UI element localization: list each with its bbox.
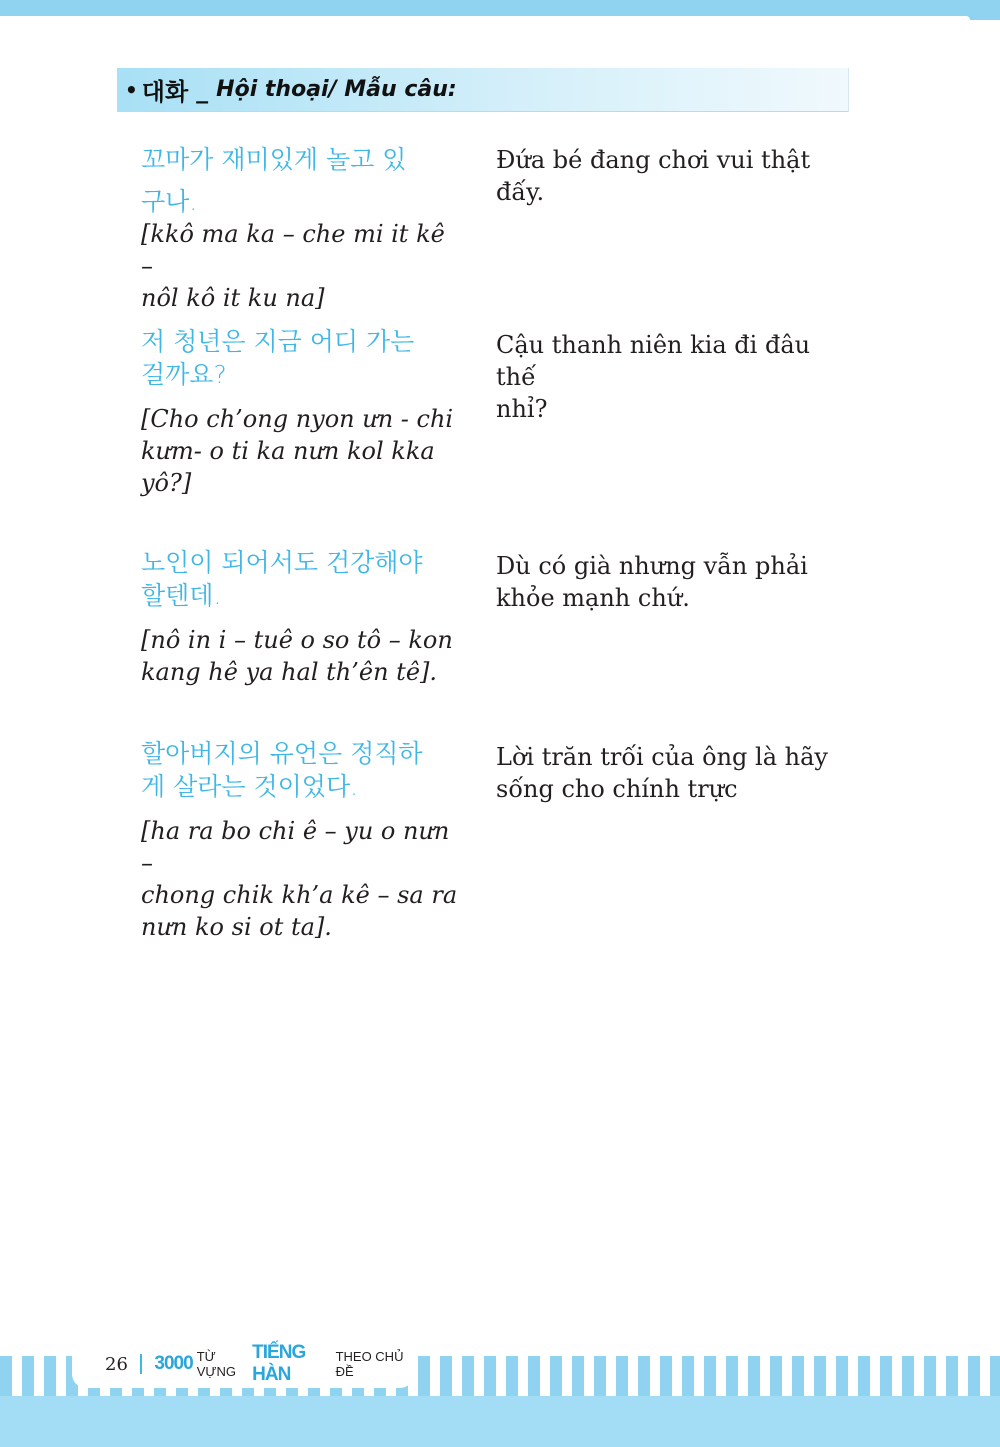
- romanization-line: chong chik kh’a kê – sa ra: [141, 881, 458, 909]
- romanization-line: [Cho ch’ong nyon ưn - chi: [141, 405, 454, 433]
- vietnamese-translation: [496, 741, 846, 805]
- romanization: [141, 815, 461, 943]
- korean-line: 할아버지의 유언은 정직하: [141, 739, 423, 768]
- book-title-main: TIẾNG HÀN: [252, 1342, 306, 1385]
- translation-line: sống cho chính trực: [496, 775, 738, 803]
- romanization-line: [ha ra bo chi ê – yu o nưn –: [141, 817, 450, 877]
- romanization: [141, 403, 461, 499]
- korean-sentence: [141, 737, 451, 803]
- romanization-line: kưm- o ti ka nưn kol kka: [141, 437, 435, 465]
- romanization: [141, 218, 461, 314]
- korean-line: 할텐데.: [141, 581, 222, 610]
- section-header: [117, 68, 849, 112]
- translation-line: khỏe mạnh chứ.: [496, 584, 690, 612]
- book-title-number: 3000: [154, 1353, 193, 1374]
- translation-line: Cậu thanh niên kia đi đâu thế: [496, 331, 811, 391]
- section-header-korean: 대화: [141, 78, 189, 106]
- korean-line: 노인이 되어서도 건강해야: [141, 548, 423, 577]
- book-title-word: TỪ VỰNG: [196, 1349, 236, 1379]
- section-header-vietnamese: Hội thoại/ Mẫu câu:: [216, 77, 457, 102]
- translation-line: Lời trăn trối của ông là hãy: [496, 743, 828, 771]
- korean-line: 구나.: [141, 187, 198, 216]
- korean-line: 저 청년은 지금 어디 가는: [141, 327, 415, 356]
- book-title-word: THEO CHỦ ĐỀ: [335, 1349, 404, 1379]
- romanization-line: [kkô ma ka – che mi it kê –: [141, 220, 445, 280]
- romanization: [141, 624, 461, 688]
- romanization-line: nôl kô it ku na]: [141, 284, 325, 312]
- korean-line: 꼬마가 재미있게 놀고 있: [141, 145, 407, 174]
- footer-divider: [140, 1354, 143, 1374]
- romanization-line: kang hê ya hal th’ên tê].: [141, 658, 438, 686]
- translation-line: nhỉ?: [496, 395, 548, 423]
- top-decorative-band: [0, 0, 1000, 20]
- footer-page-tab: [72, 1340, 414, 1388]
- korean-line: 걸까요?: [141, 360, 227, 389]
- vietnamese-translation: [496, 144, 846, 208]
- section-header-separator: _: [196, 75, 209, 104]
- vietnamese-translation: [496, 329, 846, 425]
- korean-line: 게 살라는 것이었다.: [141, 772, 359, 801]
- vietnamese-translation: [496, 550, 846, 614]
- bullet-icon: •: [125, 77, 138, 102]
- romanization-line: nưn ko si ot ta].: [141, 913, 332, 941]
- korean-sentence: [141, 546, 451, 612]
- korean-sentence: [141, 325, 451, 391]
- translation-line: Đứa bé đang chơi vui thật đấy.: [496, 146, 811, 206]
- korean-sentence: [141, 139, 451, 223]
- footer-lower-band: [0, 1396, 1000, 1447]
- romanization-line: yô?]: [141, 469, 192, 497]
- page-number: 26: [105, 1353, 128, 1375]
- romanization-line: [nô in i – tuê o so tô – kon: [141, 626, 453, 654]
- translation-line: Dù có già nhưng vẫn phải: [496, 552, 808, 580]
